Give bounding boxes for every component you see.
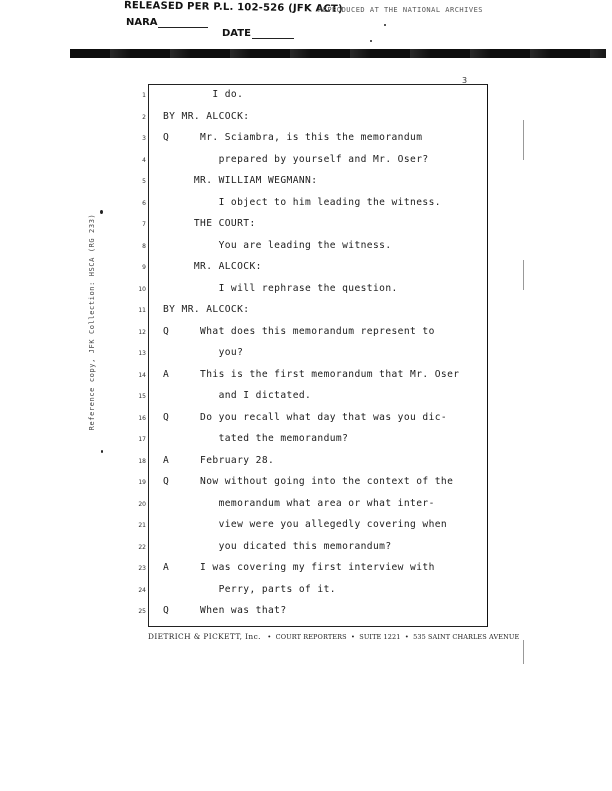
transcript-line (120, 218, 500, 239)
scan-speck (384, 24, 386, 26)
date-signature-line (252, 38, 294, 39)
line-number: 25 (138, 608, 146, 615)
line-number: 15 (138, 393, 146, 400)
transcript-line (120, 541, 500, 562)
transcript-line (120, 111, 500, 132)
page-number: 3 (462, 76, 468, 85)
transcript-line (120, 433, 500, 454)
footer-separator: • (404, 633, 409, 641)
line-number: 7 (142, 221, 146, 228)
transcript-line (120, 261, 500, 282)
transcript-line (120, 584, 500, 605)
line-number: 6 (142, 199, 146, 207)
page-footer (148, 632, 520, 641)
line-text: memorandum what area or what inter- (163, 497, 435, 509)
footer-firm: DIETRICH & PICKETT, Inc. (148, 632, 261, 641)
margin-mark (523, 260, 524, 290)
scan-speck (101, 450, 103, 453)
scan-speck (100, 210, 103, 214)
line-text: prepared by yourself and Mr. Oser? (163, 153, 429, 165)
margin-mark (523, 120, 524, 160)
line-text: I do. (163, 89, 244, 100)
transcript-line (120, 89, 500, 110)
transcript-line (120, 347, 500, 368)
release-stamp: RELEASED PER P.L. 102-526 (JFK ACT) (123, 0, 343, 15)
line-number: 13 (138, 350, 146, 357)
line-text: Perry, parts of it. (163, 583, 336, 595)
transcript-line (120, 455, 500, 476)
line-text: and I dictated. (163, 390, 312, 401)
line-text: view were you allegedly covering when (163, 519, 448, 530)
line-text: Q Do you recall what day that was you dic- (163, 411, 448, 423)
line-text: MR. ALCOCK: (163, 261, 262, 272)
line-number: 1 (142, 92, 146, 99)
footer-separator: • (267, 633, 272, 641)
line-text: Q Mr. Sciambra, is this the memorandum (163, 132, 423, 143)
line-number: 24 (138, 586, 146, 594)
transcript-line (120, 197, 500, 218)
line-number: 3 (142, 135, 146, 142)
footer-address: 535 SAINT CHARLES AVENUE (413, 633, 520, 641)
scan-header-bar (70, 49, 606, 58)
line-text: tated the memorandum? (163, 433, 349, 444)
line-text: Q What does this memorandum represent to (163, 325, 435, 337)
line-number: 2 (142, 113, 146, 121)
nara-stamp-label: NARA (126, 17, 158, 28)
footer-separator: • (351, 633, 355, 641)
line-text: Q Now without going into the context of the (163, 476, 454, 487)
line-text: A February 28. (163, 454, 275, 466)
line-number: 19 (138, 479, 146, 486)
line-number: 4 (142, 156, 146, 164)
line-number: 5 (142, 178, 146, 185)
transcript-line (120, 412, 500, 433)
line-text: you dicated this memorandum? (163, 540, 392, 552)
line-text: you? (163, 347, 244, 358)
transcript-line (120, 304, 500, 325)
line-number: 22 (138, 543, 146, 551)
line-number: 10 (138, 285, 146, 293)
transcript-line (120, 476, 500, 497)
line-number: 17 (138, 436, 146, 443)
transcript-line (120, 562, 500, 583)
line-number: 20 (138, 500, 146, 508)
line-text: I object to him leading the witness. (163, 196, 441, 208)
reference-caption: Reference copy, JFK Collection: HSCA (RG 233) (88, 213, 96, 431)
transcript-line (120, 498, 500, 519)
scan-speck (370, 40, 372, 42)
transcript-line (120, 605, 500, 626)
line-number: 9 (142, 264, 146, 271)
transcript-line (120, 390, 500, 411)
transcript-line (120, 240, 500, 261)
line-number: 16 (138, 414, 146, 422)
transcript-line (120, 283, 500, 304)
line-number: 12 (138, 328, 146, 336)
date-stamp-label: DATE (222, 28, 251, 39)
transcript-line (120, 519, 500, 540)
line-text: Q When was that? (163, 605, 287, 616)
footer-role: COURT REPORTERS (275, 633, 347, 641)
line-number: 14 (138, 371, 146, 379)
line-text: THE COURT: (163, 218, 256, 229)
line-number: 11 (138, 307, 146, 314)
transcript-line (120, 175, 500, 196)
transcript-line (120, 132, 500, 153)
line-text: A I was covering my first interview with (163, 562, 435, 573)
line-text: MR. WILLIAM WEGMANN: (163, 175, 318, 186)
nara-signature-line (158, 27, 208, 28)
line-text: BY MR. ALCOCK: (163, 304, 250, 315)
line-number: 21 (138, 522, 146, 529)
line-number: 18 (138, 457, 146, 465)
line-text: BY MR. ALCOCK: (163, 110, 250, 122)
transcript-line (120, 154, 500, 175)
margin-mark (523, 640, 524, 664)
line-number: 23 (138, 565, 146, 572)
line-number: 8 (142, 242, 146, 250)
footer-suite: SUITE 1221 (359, 633, 401, 641)
line-text: I will rephrase the question. (163, 282, 398, 294)
line-text: A This is the first memorandum that Mr. Oser (163, 368, 460, 380)
transcript-line (120, 326, 500, 347)
archives-stamp: REPRODUCED AT THE NATIONAL ARCHIVES (318, 6, 484, 14)
transcript-line (120, 369, 500, 390)
line-text: You are leading the witness. (163, 239, 392, 251)
